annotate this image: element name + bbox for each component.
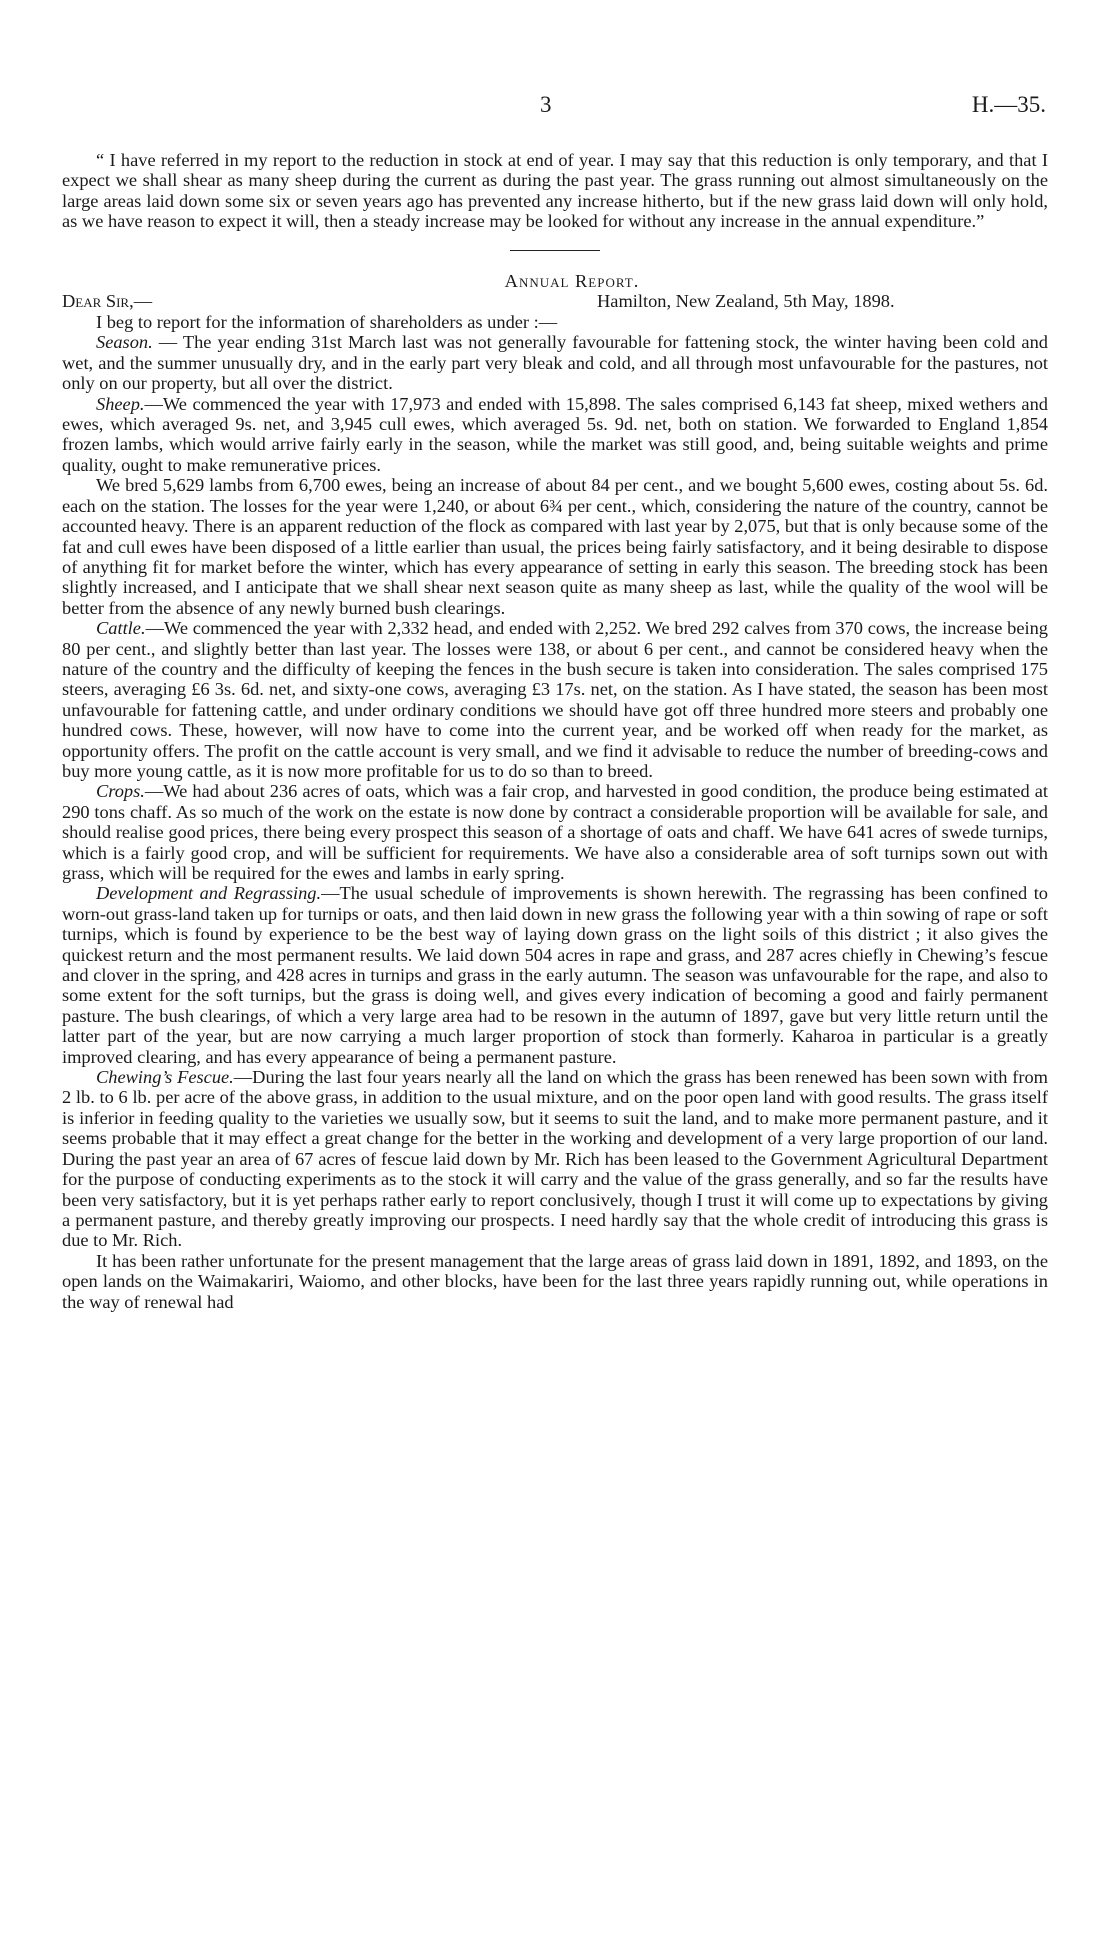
paragraph-sheep: [62, 394, 1048, 476]
paragraph-fescue: [62, 1067, 1048, 1251]
paragraph-season: [62, 332, 1048, 393]
place-date: Hamilton, New Zealand, 5th May, 1898.: [597, 291, 895, 312]
page-header: [0, 92, 1114, 122]
paragraph-lead: Chewing’s Fescue.: [96, 1067, 234, 1088]
paragraph-text: — The year ending 31st March last was not generally favourable for fattening stock, the winter having been cold and wet, and the summer unusually dry, and in the early part very bleak and cold, and all through most unfavourable for the pastures, not only on our property, but all over the district.: [62, 332, 1048, 394]
page-number: 3: [540, 92, 552, 117]
paragraph-text: —We commenced the year with 17,973 and ended with 15,898. The sales comprised 6,143 fat sheep, mixed wethers and ewes, which averaged 9s. net, and 3,945 cull ewes, which averaged 5s. 9d. net, both on station. We forwarded to England 1,854 frozen lambs, which would arrive fairly early in the season, while the market was still good, and, being suitable weights and prime quality, ought to make remunerative prices.: [62, 393, 1048, 475]
salutation-row: [62, 291, 1048, 312]
document-reference: H.—35.: [971, 92, 1046, 117]
salutation: Dear Sir,—: [62, 291, 153, 312]
paragraph-development: [62, 883, 1048, 1067]
document-body: [62, 150, 1048, 1312]
paragraph-text: —We had about 236 acres of oats, which was a fair crop, and harvested in good condition, the produce being estimated at 290 tons chaff. As so much of the work on the estate is now done by contract a considerable proportion will be available for sale, and should realise good prices, there being every prospect this season of a shortage of oats and chaff. We have 641 acres of swede turnips, which is a fairly good crop, and will be sufficient for requirements. We have also a considerable area of soft turnips sown out with grass, which will be required for the ewes and lambs in early spring.: [62, 781, 1048, 883]
quoted-paragraph: “ I have referred in my report to the reduction in stock at end of year. I may say that this reduction is only temporary, and that I expect we shall shear as many sheep during the current as during the past year. The grass running out almost simultaneously on the large areas laid down some six or seven years ago has prevented any increase hitherto, but if the new grass laid down will only hold, as we have reason to expect it will, then a steady increase may be looked for without any increase in the annual expenditure.”: [62, 150, 1048, 232]
paragraph-management: [62, 1251, 1048, 1312]
paragraph-text: —During the last four years nearly all the land on which the grass has been renewed has been sown with from 2 lb. to 6 lb. per acre of the above grass, in addition to the usual mixture, and on the poor open land with good results. The grass itself is inferior in feeding quality to the varieties we usually sow, but it seems to suit the land, and to make more permanent pasture, and it seems probable that it may effect a great change for the better in the working and development of a very large proportion of our land. During the past year an area of 67 acres of fescue laid down by Mr. Rich has been leased to the Government Agricultural Department for the purpose of conducting experiments as to the stock it will carry and the value of the grass generally, and so far the results have been very satisfactory, but it is yet perhaps rather early to report conclusively, though I trust it will come up to expectations by giving a permanent pasture, and thereby greatly improving our prospects. I need hardly say that the whole credit of introducing this grass is due to Mr. Rich.: [62, 1067, 1048, 1251]
paragraph-text: We bred 5,629 lambs from 6,700 ewes, being an increase of about 84 per cent., and we bought 5,600 ewes, costing about 5s. 6d. each on the station. The losses for the year were 1,240, or about 6¾ per cent., which, considering the nature of the country, cannot be accounted heavy. There is an apparent reduction of the flock as compared with last year by 2,075, but that is only because some of the fat and cull ewes have been disposed of a little earlier than usual, the prices being fairly satisfactory, and it being desirable to dispose of anything fit for market before the winter, which has every appearance of setting in early this season. The breeding stock has been slightly increased, and I anticipate that we shall shear next season quite as many sheep as last, while the quality of the wool will be better from the absence of any newly burned bush clearings.: [62, 475, 1048, 618]
paragraph-text: —We commenced the year with 2,332 head, and ended with 2,252. We bred 292 calves from 370 cows, the increase being 80 per cent., and slightly better than last year. The losses were 138, or about 6 per cent., and cannot be considered heavy when the nature of the country and the difficulty of keeping the fences in the bush secure is taken into consideration. The sales comprised 175 steers, averaging £6 3s. 6d. net, and sixty-one cows, averaging £3 17s. net, on the station. As I have stated, the season has been most unfavourable for fattening cattle, and under ordinary conditions we should have got off three hundred more steers and probably one hundred cows. These, however, will now have to come into the current year, and be worked off when ready for the market, as opportunity offers. The profit on the cattle account is very small, and we find it advisable to reduce the number of breeding-cows and buy more young cattle, as it is now more profitable for us to do so than to breed.: [62, 618, 1048, 781]
intro-paragraph: I beg to report for the information of shareholders as under :—: [96, 312, 558, 333]
paragraph-text: It has been rather unfortunate for the present management that the large areas of grass laid down in 1891, 1892, and 1893, on the open lands on the Waimakariri, Waiomo, and other blocks, have been for the last three years rapidly running out, while operations in the way of renewal had: [62, 1250, 1048, 1312]
paragraph-lead: Development and Regrassing.: [96, 883, 322, 904]
paragraph-lead: Crops.: [96, 781, 145, 802]
paragraph-cattle: [62, 618, 1048, 781]
paragraph-lead: Cattle.: [96, 618, 146, 639]
paragraph-crops: [62, 781, 1048, 883]
report-title: Annual Report.: [504, 270, 640, 291]
paragraph-lambs: [62, 475, 1048, 618]
paragraph-text: —The usual schedule of improvements is shown herewith. The regrassing has been confined to worn-out grass-land taken up for turnips or oats, and then laid down in new grass the following year with a thin sowing of rape or soft turnips, which is found by experience to be the best way of laying down grass on the light soils of this district ; it also gives the quickest return and the most permanent results. We laid down 504 acres in rape and grass, and 287 acres chiefly in Chewing’s fescue and clover in the spring, and 428 acres in turnips and grass in the early autumn. The season was unfavourable for the rape, and also to some extent for the soft turnips, but the grass is doing well, and gives every indication of becoming a good and fairly permanent pasture. The bush clearings, of which a very large area had to be resown in the autumn of 1897, gave but very little return until the latter part of the year, but are now carrying a much larger proportion of stock than formerly. Kaharoa in particular is a greatly improved clearing, and has every appearance of being a permanent pasture.: [62, 883, 1049, 1067]
section-divider: [510, 250, 600, 251]
paragraph-lead: Season.: [96, 332, 153, 353]
paragraph-lead: Sheep.: [96, 393, 145, 414]
